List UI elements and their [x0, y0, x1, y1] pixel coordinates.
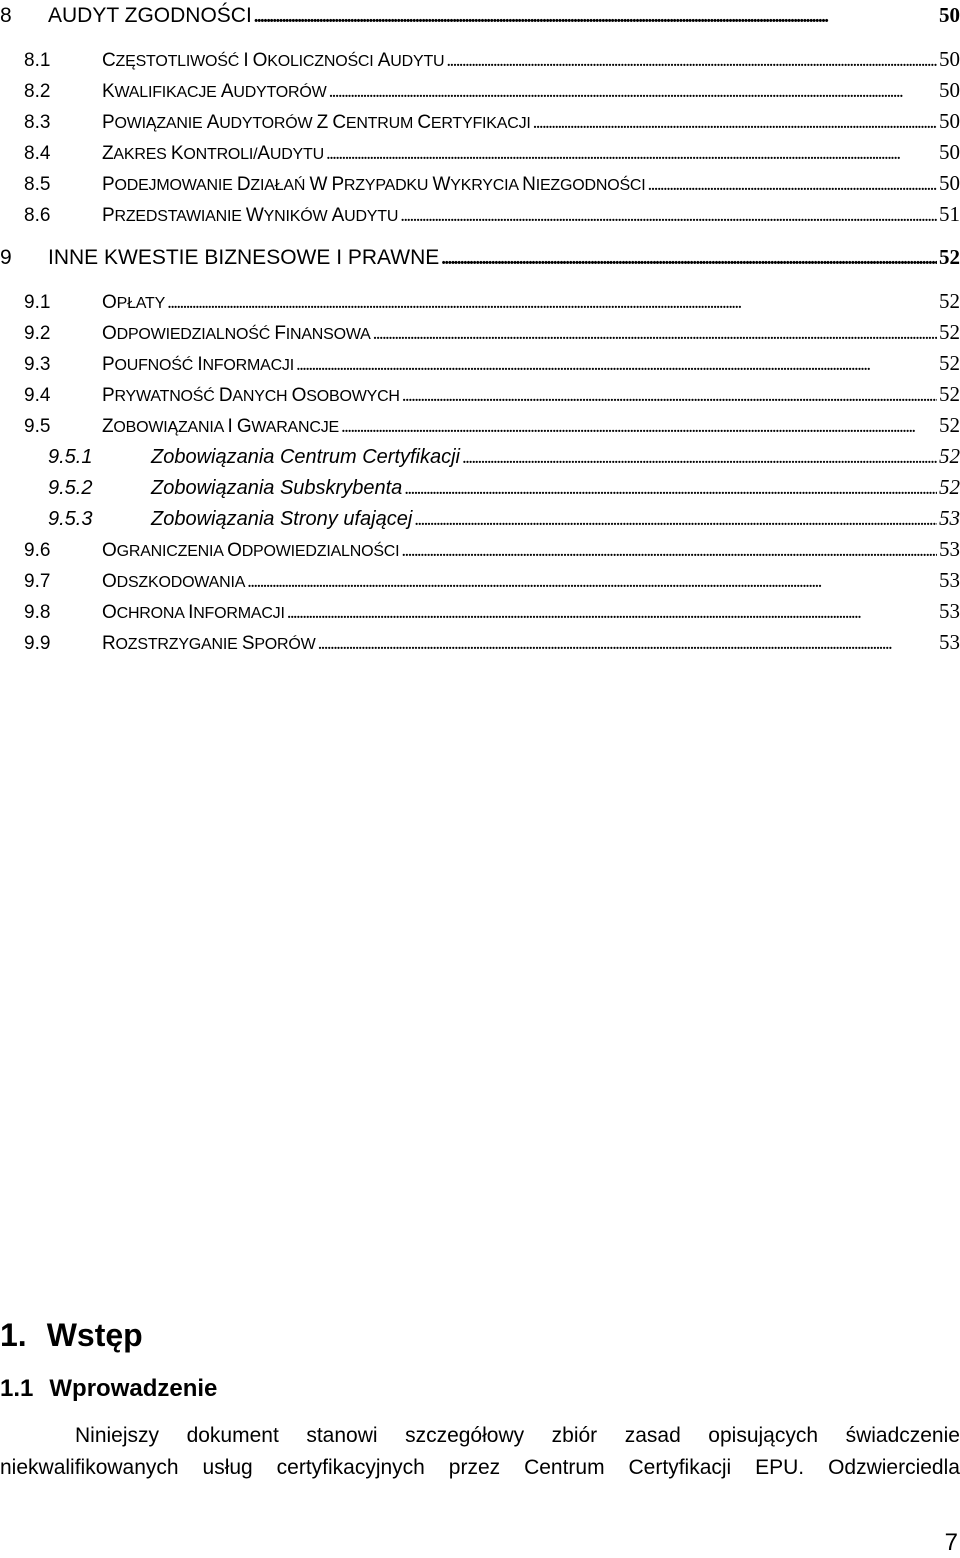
chapter-heading-text: Wstęp	[46, 1317, 143, 1353]
toc-entry-page: 53	[939, 568, 960, 592]
toc-entry-page: 50	[939, 47, 960, 71]
toc-entry-number: 8.6	[24, 205, 51, 226]
toc-entry-title: ZOBOWIĄZANIA I GWARANCJE	[102, 416, 340, 437]
toc-leader-dots	[329, 77, 937, 107]
toc-entry-number: 9.3	[24, 354, 51, 375]
paragraph-line-2	[0, 1452, 960, 1484]
toc-entry-title: PODEJMOWANIE DZIAŁAŃ W PRZYPADKU WYKRYCIA NIEZGODNOŚCI	[102, 174, 646, 195]
chapter-heading-number: 1.	[0, 1317, 27, 1353]
toc-entry-page: 52	[939, 444, 960, 468]
toc-entry-title: Zobowiązania Strony ufającej	[151, 508, 413, 530]
toc-leader-dots	[446, 46, 937, 76]
toc-leader-dots	[404, 474, 937, 504]
toc-leader-dots	[254, 2, 937, 32]
toc-entry-title: OGRANICZENIA ODPOWIEDZIALNOŚCI	[102, 540, 400, 561]
toc-entry-page: 53	[939, 630, 960, 654]
toc-entry-page: 51	[939, 202, 960, 226]
toc-entry-title: Zobowiązania Subskrybenta	[151, 477, 403, 499]
toc-entry[interactable]	[0, 137, 960, 167]
toc-entry[interactable]	[0, 317, 960, 347]
paragraph-word: Certyfikacji	[628, 1456, 732, 1479]
page-number: 7	[944, 1529, 958, 1556]
toc-entry[interactable]	[0, 106, 960, 136]
toc-entry[interactable]	[0, 627, 960, 657]
paragraph-word: EPU.	[755, 1456, 805, 1479]
toc-entry-title: POWIĄZANIE AUDYTORÓW Z CENTRUM CERTYFIKACJI	[102, 112, 531, 133]
toc-leader-dots	[167, 288, 937, 318]
toc-entry[interactable]	[0, 199, 960, 229]
toc-entry-title: ODPOWIEDZIALNOŚĆ FINANSOWA	[102, 323, 371, 344]
toc-entry-page: 50	[939, 171, 960, 195]
toc-entry-page: 52	[939, 351, 960, 375]
paragraph-word: świadczenie	[845, 1424, 960, 1447]
paragraph-word: Odzwierciedla	[828, 1456, 960, 1479]
chapter-heading	[0, 1312, 143, 1358]
toc-entry-page: 53	[939, 599, 960, 623]
toc-entry[interactable]	[0, 44, 960, 74]
toc-entry-number: 9.6	[24, 540, 51, 561]
paragraph-word: szczegółowy	[405, 1424, 525, 1447]
toc-entry-title: KWALIFIKACJE AUDYTORÓW	[102, 81, 327, 102]
toc-leader-dots	[462, 443, 937, 473]
toc-entry-page: 50	[939, 109, 960, 133]
toc-leader-dots	[287, 598, 937, 628]
toc-entry-number: 9.2	[24, 323, 51, 344]
toc-entry-page: 52	[939, 289, 960, 313]
toc-entry-number: 8.1	[24, 50, 51, 71]
toc-entry-page: 50	[939, 78, 960, 102]
toc-entry[interactable]	[0, 534, 960, 564]
toc-leader-dots	[441, 244, 937, 274]
toc-entry[interactable]	[0, 441, 960, 471]
toc-leader-dots	[296, 350, 937, 380]
toc-entry[interactable]	[0, 348, 960, 378]
body-paragraph	[0, 1420, 960, 1484]
toc-entry-number: 9.5.1	[48, 446, 93, 468]
toc-leader-dots	[318, 629, 937, 659]
toc-leader-dots	[402, 381, 937, 411]
toc-entry-title: ZAKRES KONTROLI/AUDYTU	[102, 143, 324, 164]
toc-entry-page: 52	[939, 413, 960, 437]
toc-entry-number: 8.5	[24, 174, 51, 195]
toc-entry-title: OPŁATY	[102, 292, 166, 313]
toc-entry-page: 53	[939, 537, 960, 561]
paragraph-word: Niniejszy	[75, 1424, 160, 1447]
toc-entry[interactable]	[0, 0, 960, 30]
toc-leader-dots	[400, 201, 937, 231]
toc-entry-number: 9	[0, 246, 12, 269]
toc-leader-dots	[341, 412, 937, 442]
toc-entry-number: 9.5.2	[48, 477, 93, 499]
toc-entry-number: 9.5.3	[48, 508, 93, 530]
toc-entry-title: PRYWATNOŚĆ DANYCH OSOBOWYCH	[102, 385, 400, 406]
toc-leader-dots	[533, 108, 937, 138]
toc-entry[interactable]	[0, 472, 960, 502]
toc-entry-number: 9.8	[24, 602, 51, 623]
toc-entry-number: 8	[0, 4, 12, 27]
toc-entry[interactable]	[0, 242, 960, 272]
paragraph-word: zasad	[624, 1424, 681, 1447]
paragraph-word: Centrum	[524, 1456, 605, 1479]
toc-entry-title: ROZSTRZYGANIE SPORÓW	[102, 633, 316, 654]
toc-entry[interactable]	[0, 379, 960, 409]
toc-leader-dots	[373, 319, 937, 349]
paragraph-word: certyfikacyjnych	[276, 1456, 425, 1479]
paragraph-word: przez	[448, 1456, 501, 1479]
toc-entry-number: 9.1	[24, 292, 51, 313]
toc-entry-title: AUDYT ZGODNOŚCI	[48, 4, 252, 27]
toc-entry-page: 50	[939, 140, 960, 164]
paragraph-word: zbiór	[551, 1424, 598, 1447]
toc-entry-page: 52	[939, 475, 960, 499]
toc-entry-page: 52	[939, 245, 960, 269]
paragraph-word: opisujących	[708, 1424, 819, 1447]
toc-leader-dots	[401, 536, 937, 566]
toc-entry-title: Zobowiązania Centrum Certyfikacji	[151, 446, 461, 468]
toc-entry-page: 53	[939, 506, 960, 530]
paragraph-word: niekwalifikowanych	[0, 1456, 179, 1479]
toc-leader-dots	[326, 139, 937, 169]
toc-entry-page: 52	[939, 382, 960, 406]
paragraph-line-1	[0, 1420, 960, 1452]
toc-entry[interactable]	[0, 286, 960, 316]
toc-entry-page: 52	[939, 320, 960, 344]
toc-entry-number: 8.3	[24, 112, 51, 133]
toc-entry[interactable]	[0, 596, 960, 626]
section-heading-text: Wprowadzenie	[49, 1375, 218, 1402]
toc-entry-number: 8.2	[24, 81, 51, 102]
toc-entry[interactable]	[0, 565, 960, 595]
paragraph-word: usług	[202, 1456, 253, 1479]
toc-leader-dots	[648, 170, 937, 200]
toc-entry-number: 9.4	[24, 385, 51, 406]
section-heading-number: 1.1	[0, 1375, 34, 1402]
toc-entry-title: ODSZKODOWANIA	[102, 571, 246, 592]
section-heading	[0, 1371, 217, 1407]
toc-entry[interactable]	[0, 410, 960, 440]
toc-entry-title: OCHRONA INFORMACJI	[102, 602, 285, 623]
toc-entry-title: POUFNOŚĆ INFORMACJI	[102, 354, 294, 375]
toc-entry-title: PRZEDSTAWIANIE WYNIKÓW AUDYTU	[102, 205, 399, 226]
toc-entry-title: INNE KWESTIE BIZNESOWE I PRAWNE	[48, 246, 440, 269]
toc-entry[interactable]	[0, 503, 960, 533]
toc-leader-dots	[414, 505, 937, 535]
toc-entry[interactable]	[0, 75, 960, 105]
toc-entry-number: 9.5	[24, 416, 51, 437]
toc-leader-dots	[247, 567, 937, 597]
paragraph-word: stanowi	[306, 1424, 378, 1447]
toc-entry-number: 8.4	[24, 143, 51, 164]
paragraph-word: dokument	[186, 1424, 279, 1447]
toc-entry-page: 50	[939, 3, 960, 27]
toc-entry-number: 9.9	[24, 633, 51, 654]
toc-entry-number: 9.7	[24, 571, 51, 592]
toc-entry-title: CZĘSTOTLIWOŚĆ I OKOLICZNOŚCI AUDYTU	[102, 50, 445, 71]
toc-entry[interactable]	[0, 168, 960, 198]
